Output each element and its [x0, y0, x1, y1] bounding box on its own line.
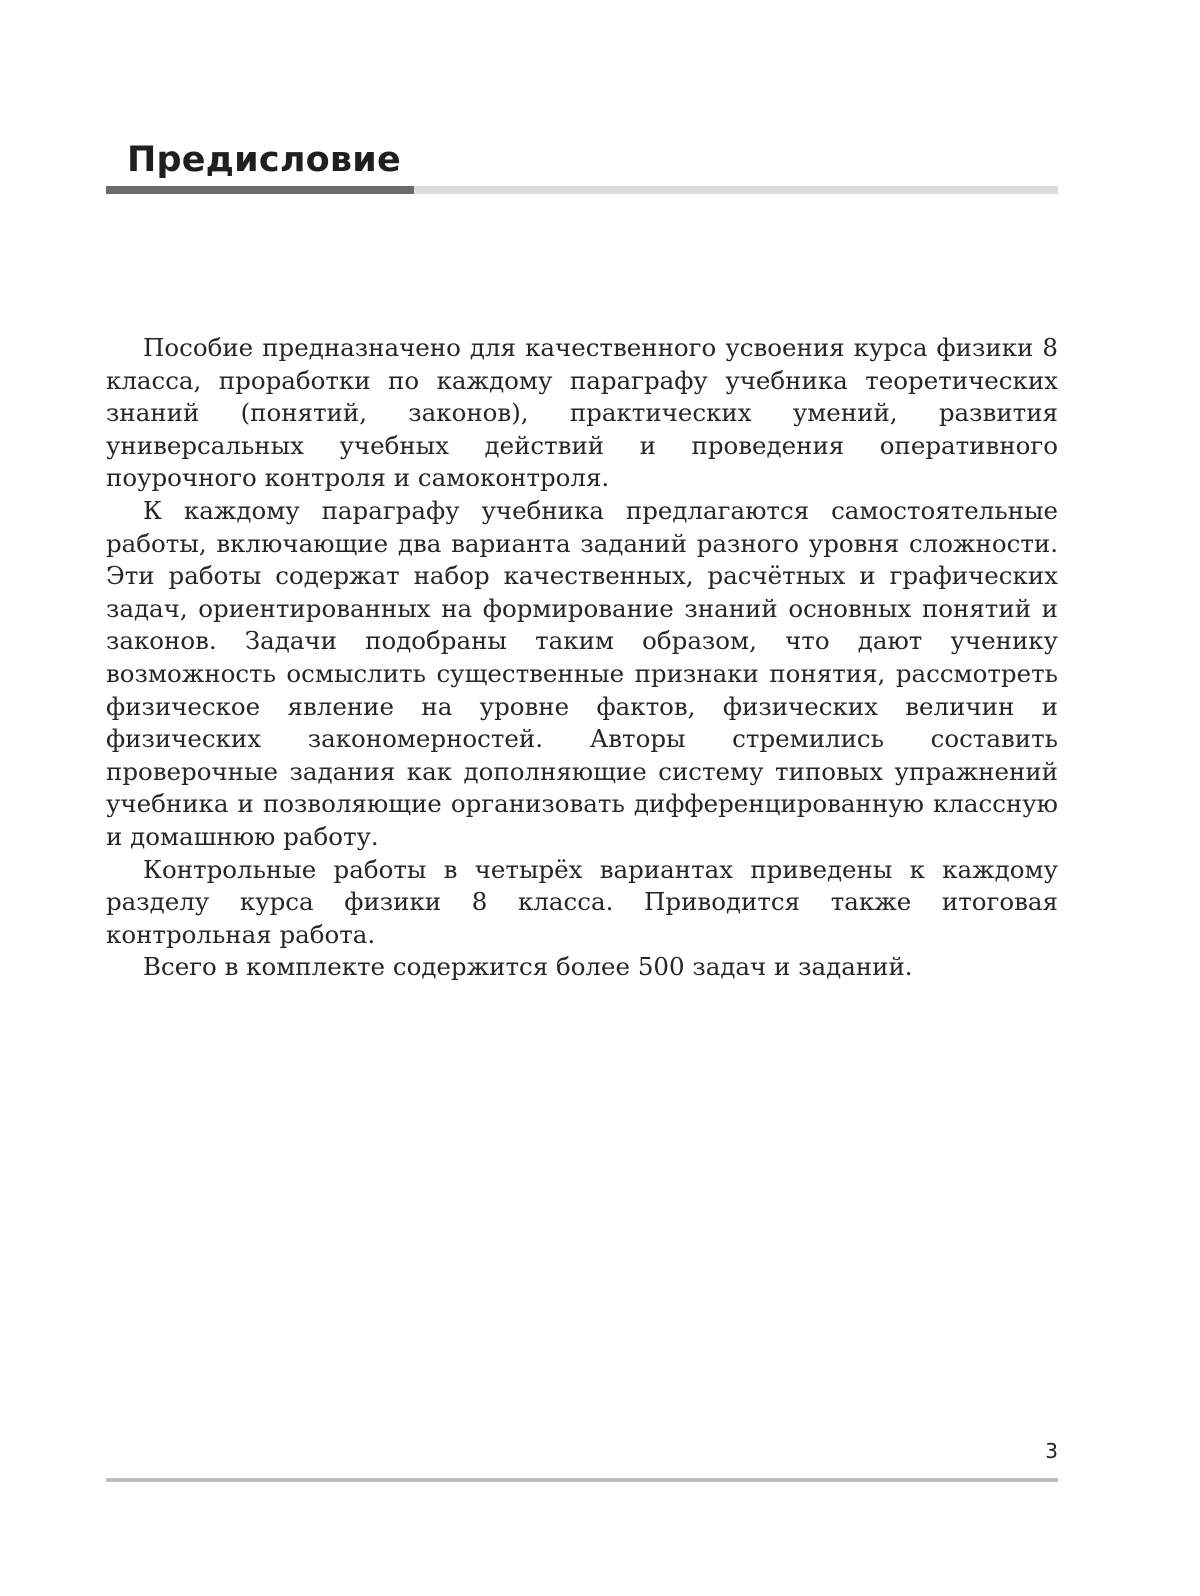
paragraph: Всего в комплекте содержится более 500 задач и заданий.	[143, 952, 913, 982]
title-underline-rest	[414, 186, 1058, 194]
preface-body	[106, 332, 1058, 984]
paragraph: К каждому параграфу учебника предлагаются самостоятельные работы, включающие два варианта заданий разного уровня сложности. Эти работы содержат набор качественных, расчётных и графических задач, ориентированных на формирование знаний основных понятий и законов. Задачи подобраны таким образом, что дают ученику возможность осмыслить существенные признаки понятия, рассмотреть физическое явление на уровне фактов, физических величин и физических закономерностей. Авторы стремились составить проверочные задания как дополняющие систему типовых упражнений учебника и позволяющие организовать дифференцированную классную и домашнюю работу.	[106, 495, 1058, 851]
page-number: 3	[1045, 1439, 1058, 1463]
page-title: Предисловие	[127, 140, 401, 180]
title-underline-accent	[106, 186, 414, 194]
paragraph: Контрольные работы в четырёх вариантах приведены к каждому разделу курса физики 8 класса. Приводится также итоговая контрольная работа.	[106, 854, 1058, 949]
paragraph: Пособие предназначено для качественного усвоения курса физики 8 класса, проработки по каждому параграфу учебника теоретических знаний (понятий, законов), практических умений, развития универсальных учебных действий и проведения оперативного поурочного контроля и самоконтроля.	[106, 333, 1058, 493]
footer-rule	[106, 1478, 1058, 1482]
title-underline	[106, 186, 1058, 194]
